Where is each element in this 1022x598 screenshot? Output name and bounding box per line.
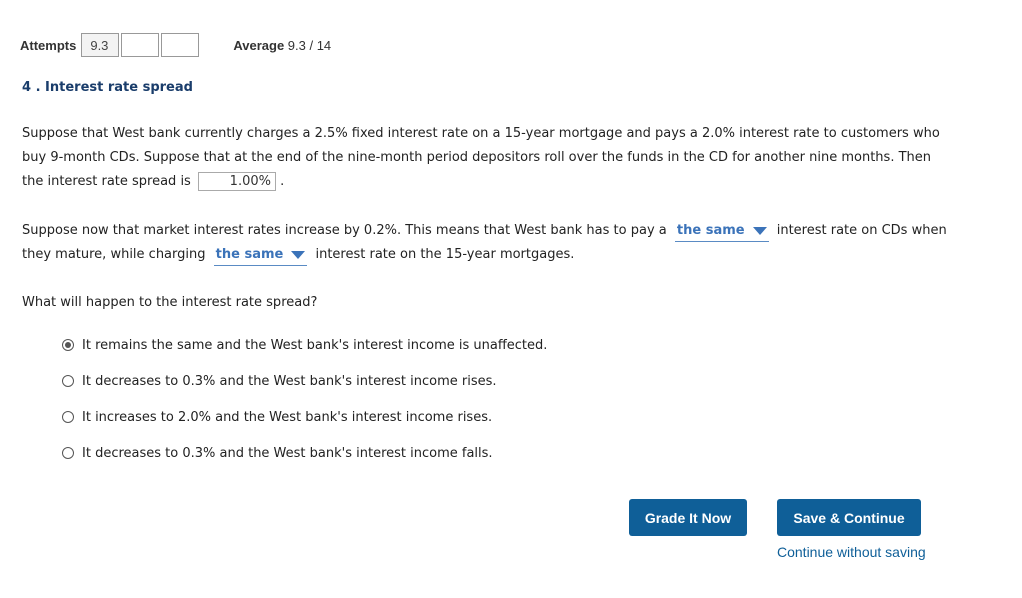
save-and-continue-button[interactable]: Save & Continue (777, 499, 921, 536)
attempts-label: Attempts (20, 37, 77, 53)
radio-button[interactable] (62, 411, 74, 423)
continue-without-saving-link[interactable]: Continue without saving (777, 544, 926, 560)
attempt-box-1: 9.3 (81, 33, 119, 57)
option-1[interactable] (62, 335, 547, 355)
cd-rate-dropdown-value: the same (676, 223, 745, 238)
grade-it-now-button[interactable]: Grade It Now (629, 499, 747, 536)
para2-text-3: interest rate on the 15-year mortgages. (315, 247, 575, 262)
option-4-label: It decreases to 0.3% and the West bank's interest income falls. (82, 445, 493, 461)
attempt-box-3 (161, 33, 199, 57)
attempts-bar (20, 32, 331, 58)
average-label: Average (233, 37, 285, 53)
option-4[interactable] (62, 443, 547, 463)
radio-button-selected[interactable] (62, 339, 74, 351)
option-2-label: It decreases to 0.3% and the West bank's interest income rises. (82, 373, 497, 389)
option-2[interactable] (62, 371, 547, 391)
radio-button[interactable] (62, 447, 74, 459)
option-3-label: It increases to 2.0% and the West bank's interest income rises. (82, 409, 493, 425)
question-title: 4 . Interest rate spread (22, 80, 193, 95)
question-paragraph-2 (22, 219, 952, 267)
option-1-label: It remains the same and the West bank's interest income is unaffected. (82, 337, 548, 353)
question-paragraph-1 (22, 122, 952, 194)
answer-options (62, 335, 547, 479)
radio-button[interactable] (62, 375, 74, 387)
chevron-down-icon (291, 251, 305, 259)
para2-text-1: Suppose now that market interest rates increase by 0.2%. This means that West bank has to pay a (22, 223, 667, 238)
average-value: 9.3 / 14 (287, 37, 332, 53)
para2-text-2: interest rate on CDs when they mature, while charging (22, 223, 947, 262)
mortgage-rate-dropdown-value: the same (215, 247, 284, 262)
chevron-down-icon (753, 227, 767, 235)
option-3[interactable] (62, 407, 547, 427)
para1-text: Suppose that West bank currently charges a 2.5% fixed interest rate on a 15-year mortgage and pays a 2.0% interest rate to customers who buy 9-month CDs. Suppose that at the end of the nine-month period depositors roll over the funds in the CD for another nine months. Then the interest rate spread is (22, 126, 940, 189)
spread-input[interactable]: 1.00% (198, 172, 276, 191)
average-score (233, 38, 331, 53)
para1-text-after: . (280, 174, 285, 189)
attempt-box-2 (121, 33, 159, 57)
question-paragraph-3: What will happen to the interest rate spread? (22, 295, 318, 310)
mortgage-rate-dropdown[interactable] (214, 246, 308, 266)
cd-rate-dropdown[interactable] (675, 222, 769, 242)
